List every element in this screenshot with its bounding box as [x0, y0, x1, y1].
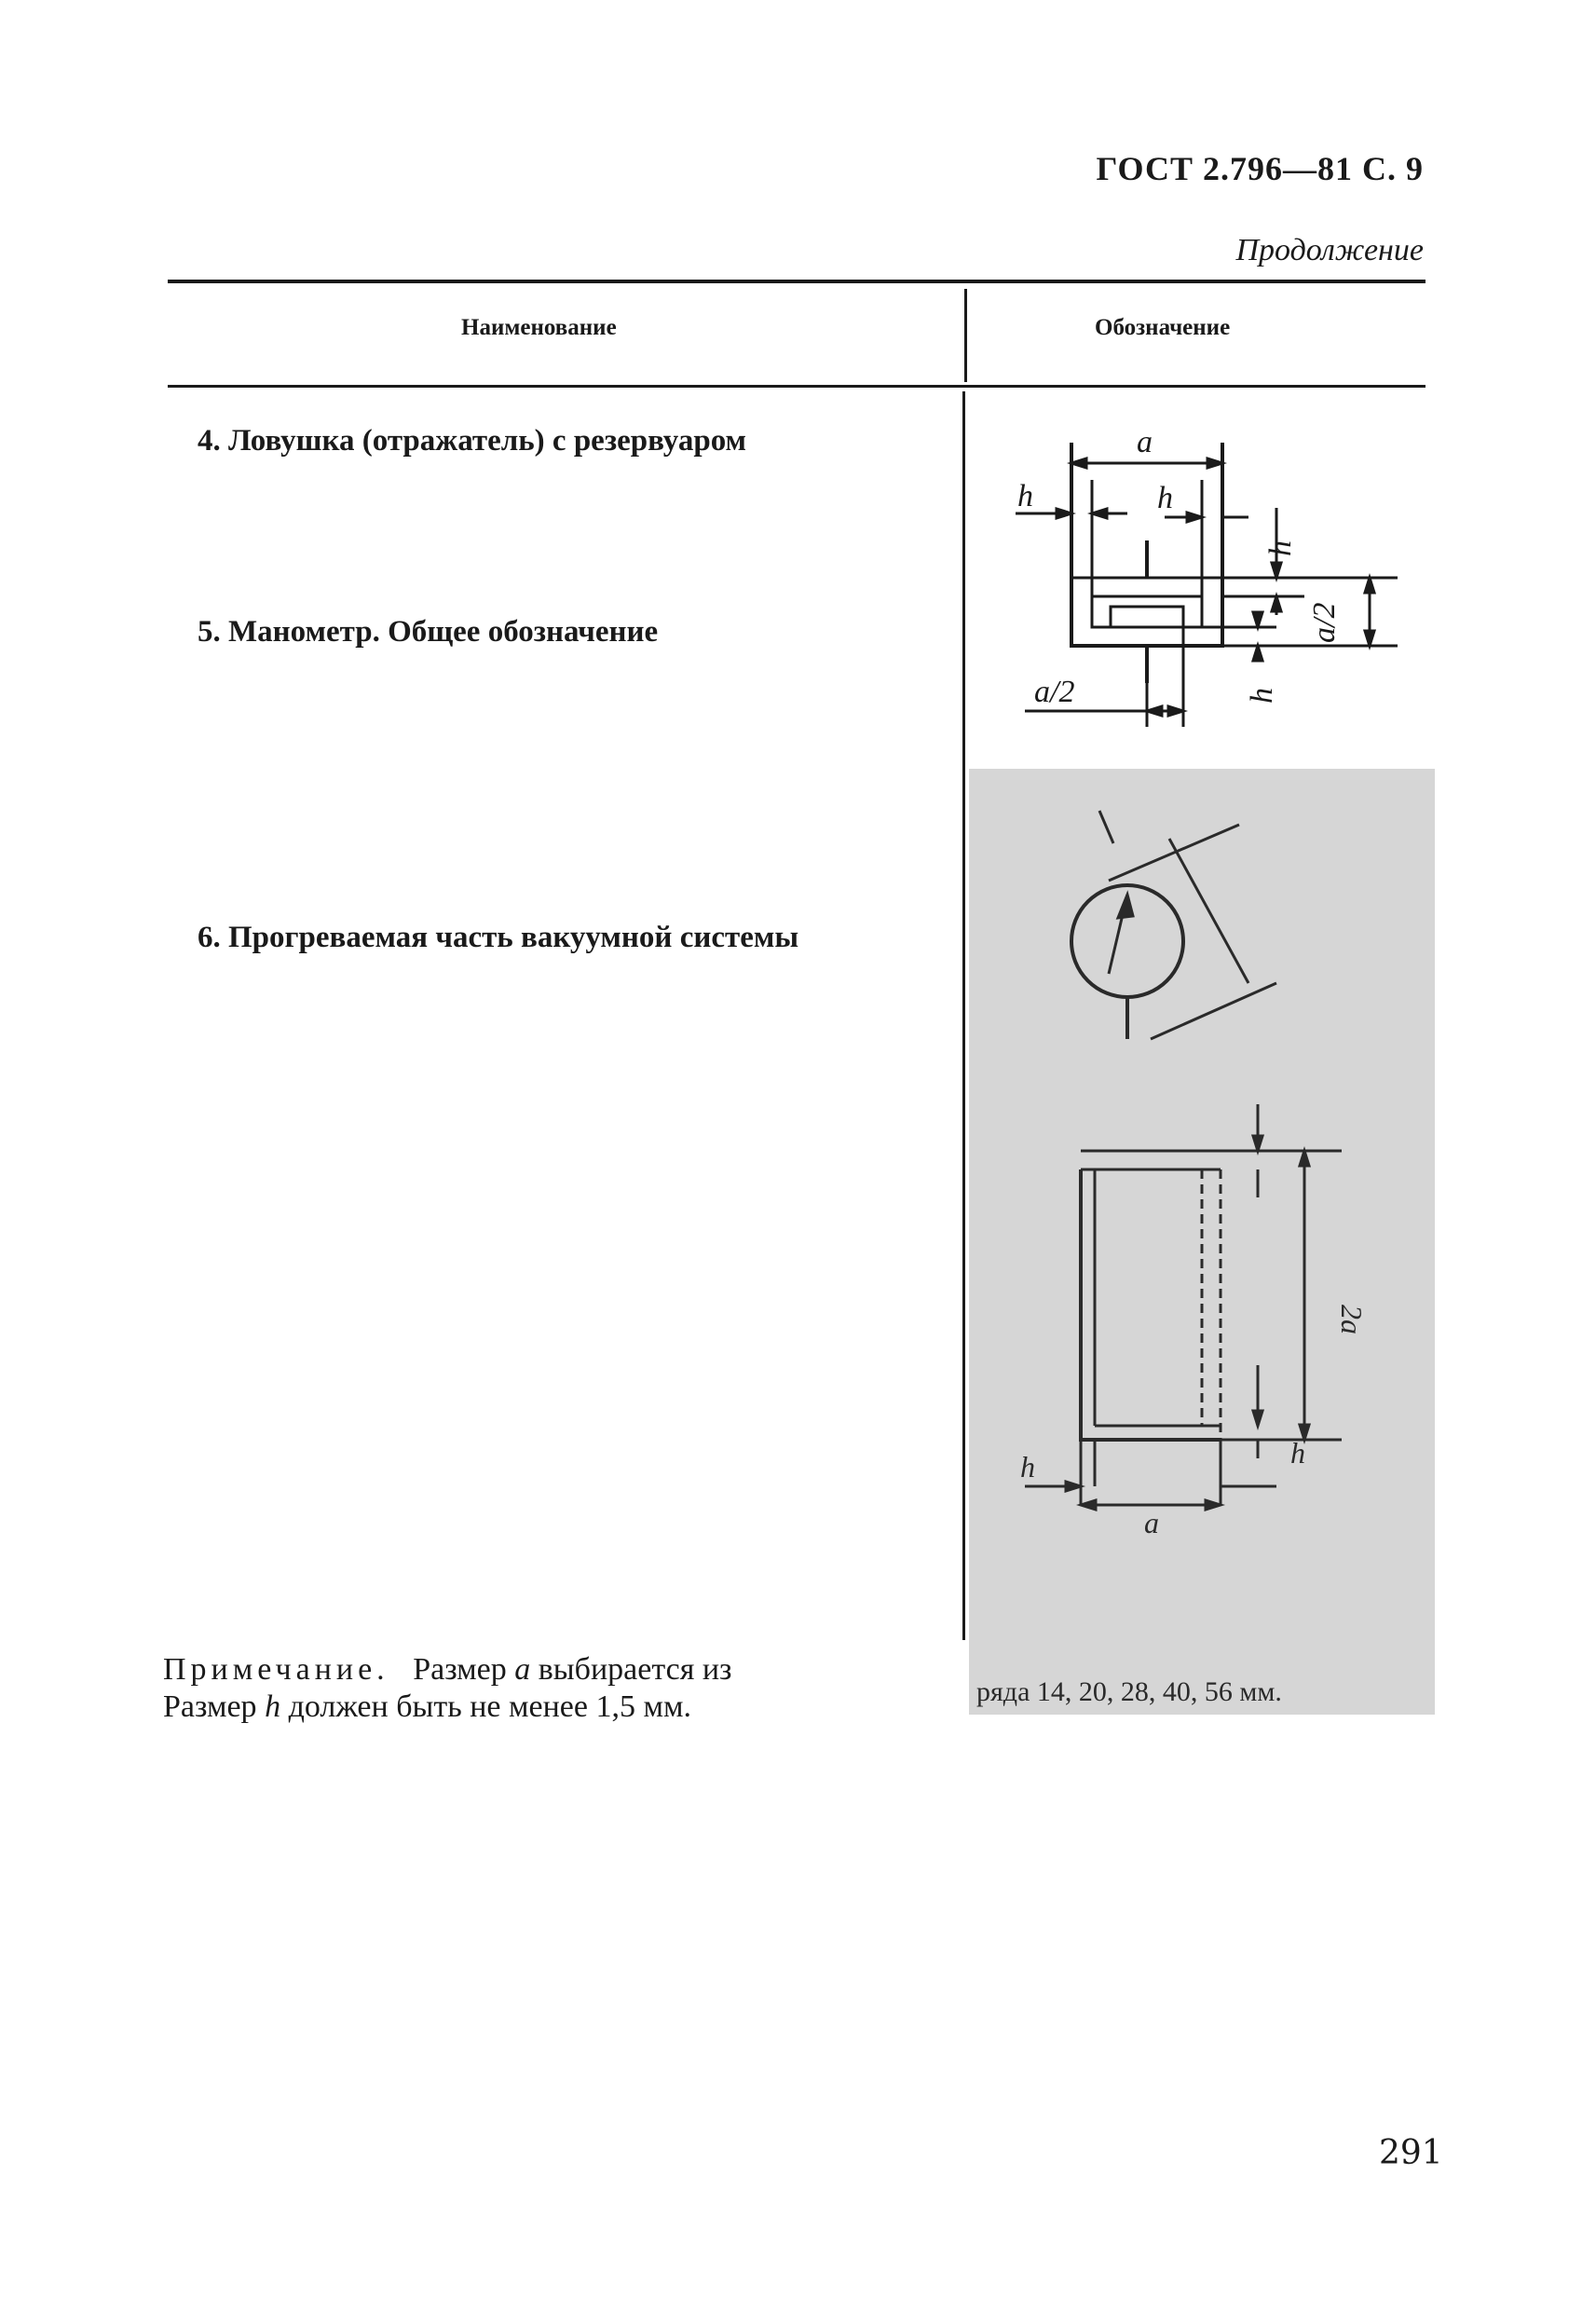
- table-header-rule: [168, 385, 1425, 388]
- trap-symbol-figure: [1006, 424, 1416, 741]
- item-heated-part: 6. Прогреваемая часть вакуумной системы: [198, 921, 799, 954]
- note-line2-post: должен быть не менее 1,5 мм.: [288, 1689, 692, 1724]
- item-manometer: 5. Манометр. Общее обозначение: [198, 615, 659, 649]
- note-line-2: [163, 1689, 955, 1726]
- column-header-name: Наименование: [461, 315, 617, 340]
- continuation-label: Продолжение: [1235, 233, 1424, 267]
- column-divider-body: [962, 391, 965, 1640]
- note-line2-pre: Размер: [163, 1689, 257, 1724]
- column-header-symbol: Обозначение: [1095, 315, 1231, 340]
- document-header: ГОСТ 2.796—81 С. 9: [1096, 150, 1424, 187]
- trap-dim-h-bottom: h: [1245, 688, 1279, 704]
- note-line1-var: a: [514, 1652, 531, 1687]
- scanned-figure-block: [969, 769, 1435, 1715]
- page-number: 291: [1379, 2134, 1443, 2172]
- column-divider: [964, 289, 967, 382]
- note-line-1: [163, 1651, 955, 1689]
- trap-dim-h-mid: h: [1157, 481, 1173, 515]
- gauge-and-heated-svg: [969, 769, 1435, 1715]
- trap-dim-a: a: [1137, 425, 1153, 459]
- table-top-rule: [168, 280, 1425, 283]
- trap-symbol-svg: [1006, 424, 1416, 741]
- note-line1-pre: Размер: [413, 1652, 507, 1687]
- note-word: Примечание.: [163, 1652, 389, 1687]
- note-block: [163, 1651, 955, 1726]
- heated-dim-h-right: h: [1290, 1436, 1305, 1470]
- trap-dim-h-right: h: [1263, 540, 1298, 556]
- trap-dim-a-half-vertical: a/2: [1307, 602, 1342, 643]
- heated-dim-a: a: [1144, 1506, 1159, 1539]
- item-trap: 4. Ловушка (отражатель) с резервуаром: [198, 424, 747, 458]
- note-line1-tail: ряда 14, 20, 28, 40, 56 мм.: [976, 1676, 1282, 1707]
- trap-dim-h-left: h: [1017, 479, 1033, 513]
- heated-dim-h-left: h: [1020, 1450, 1035, 1484]
- trap-dim-a-half-bottom: a/2: [1034, 675, 1075, 709]
- note-line1-post: выбирается из: [538, 1652, 732, 1687]
- heated-dim-2a: 2a: [1335, 1305, 1369, 1334]
- note-line2-var: h: [265, 1689, 281, 1724]
